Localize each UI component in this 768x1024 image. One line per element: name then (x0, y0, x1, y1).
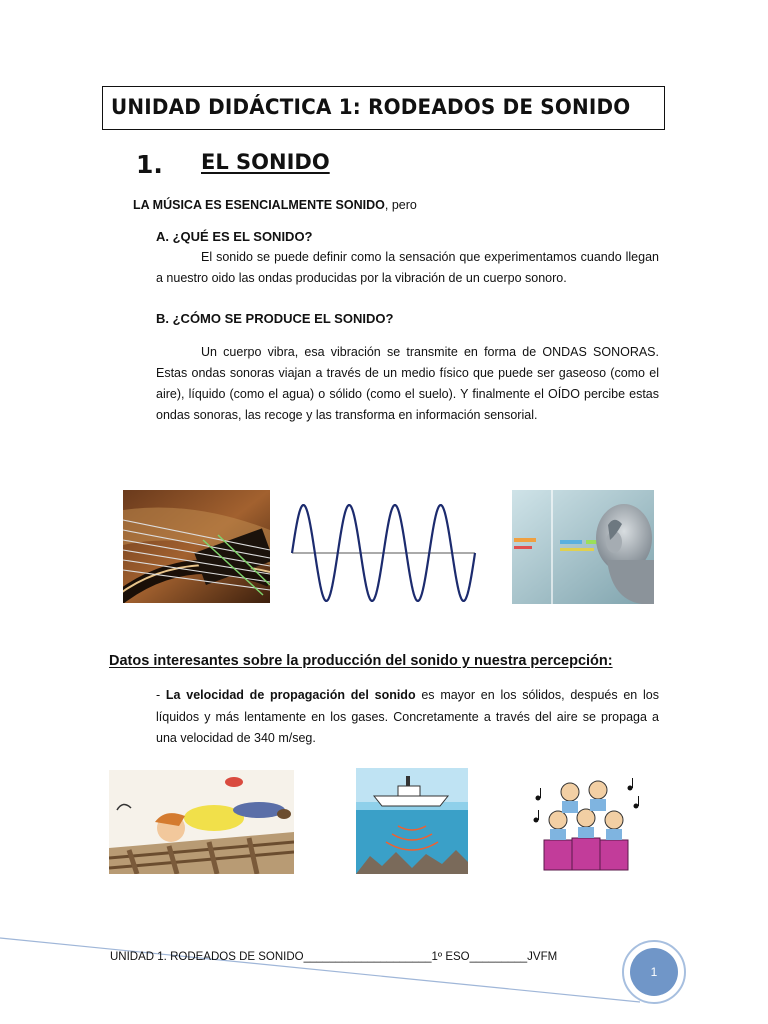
question-a-heading: A. ¿QUÉ ES EL SONIDO? (156, 229, 313, 244)
intro-bold: LA MÚSICA ES ESENCIALMENTE SONIDO (133, 198, 385, 212)
ship-sonar-illustration (356, 768, 468, 874)
page-number-badge (622, 940, 686, 1004)
head-listening-photo (512, 490, 654, 604)
title-box (102, 86, 665, 130)
datos-paragraph (156, 685, 659, 750)
question-b-text: Un cuerpo vibra, esa vibración se transmite en forma de ONDAS SONORAS. Estas ondas sonoras viajan a través de un medio físico que puede ser gaseoso (como el aire), líquido (como el agua) o sólido (como el suelo). Y finalmente el OÍDO percibe estas ondas sonoras, las recoge y las transforma en información sensorial. (156, 345, 659, 422)
sine-wave-illustration (290, 495, 477, 607)
guitar-strings-photo (123, 490, 270, 603)
footer-text: UNIDAD 1. RODEADOS DE SONIDO____________________1º ESO_________JVFM (110, 951, 558, 963)
intro-rest: , pero (384, 198, 417, 212)
document-title: UNIDAD DIDÁCTICA 1: RODEADOS DE SONIDO (111, 95, 631, 119)
choir-singers-cartoon (530, 776, 646, 876)
person-ear-on-rail-cartoon (109, 770, 294, 874)
section-title: EL SONIDO (201, 150, 330, 174)
intro-line (133, 198, 417, 212)
datos-prefix: - (156, 688, 166, 702)
page-number: 1 (630, 948, 678, 996)
datos-bold: La velocidad de propagación del sonido (165, 688, 416, 702)
question-a-text: El sonido se puede definir como la sensación que experimentamos cuando llegan a nuestro oido las ondas producidas por la vibración de un cuerpo sonoro. (156, 250, 659, 285)
question-b-heading: B. ¿CÓMO SE PRODUCE EL SONIDO? (156, 311, 394, 326)
section-number: 1. (136, 150, 163, 179)
datos-heading: Datos interesantes sobre la producción del sonido y nuestra percepción: (109, 653, 613, 669)
datos-rest: es mayor en los sólidos, después en los líquidos y más lentamente en los gases. Concretamente a través del aire se propaga a una velocidad de 340 m/seg. (156, 688, 660, 745)
